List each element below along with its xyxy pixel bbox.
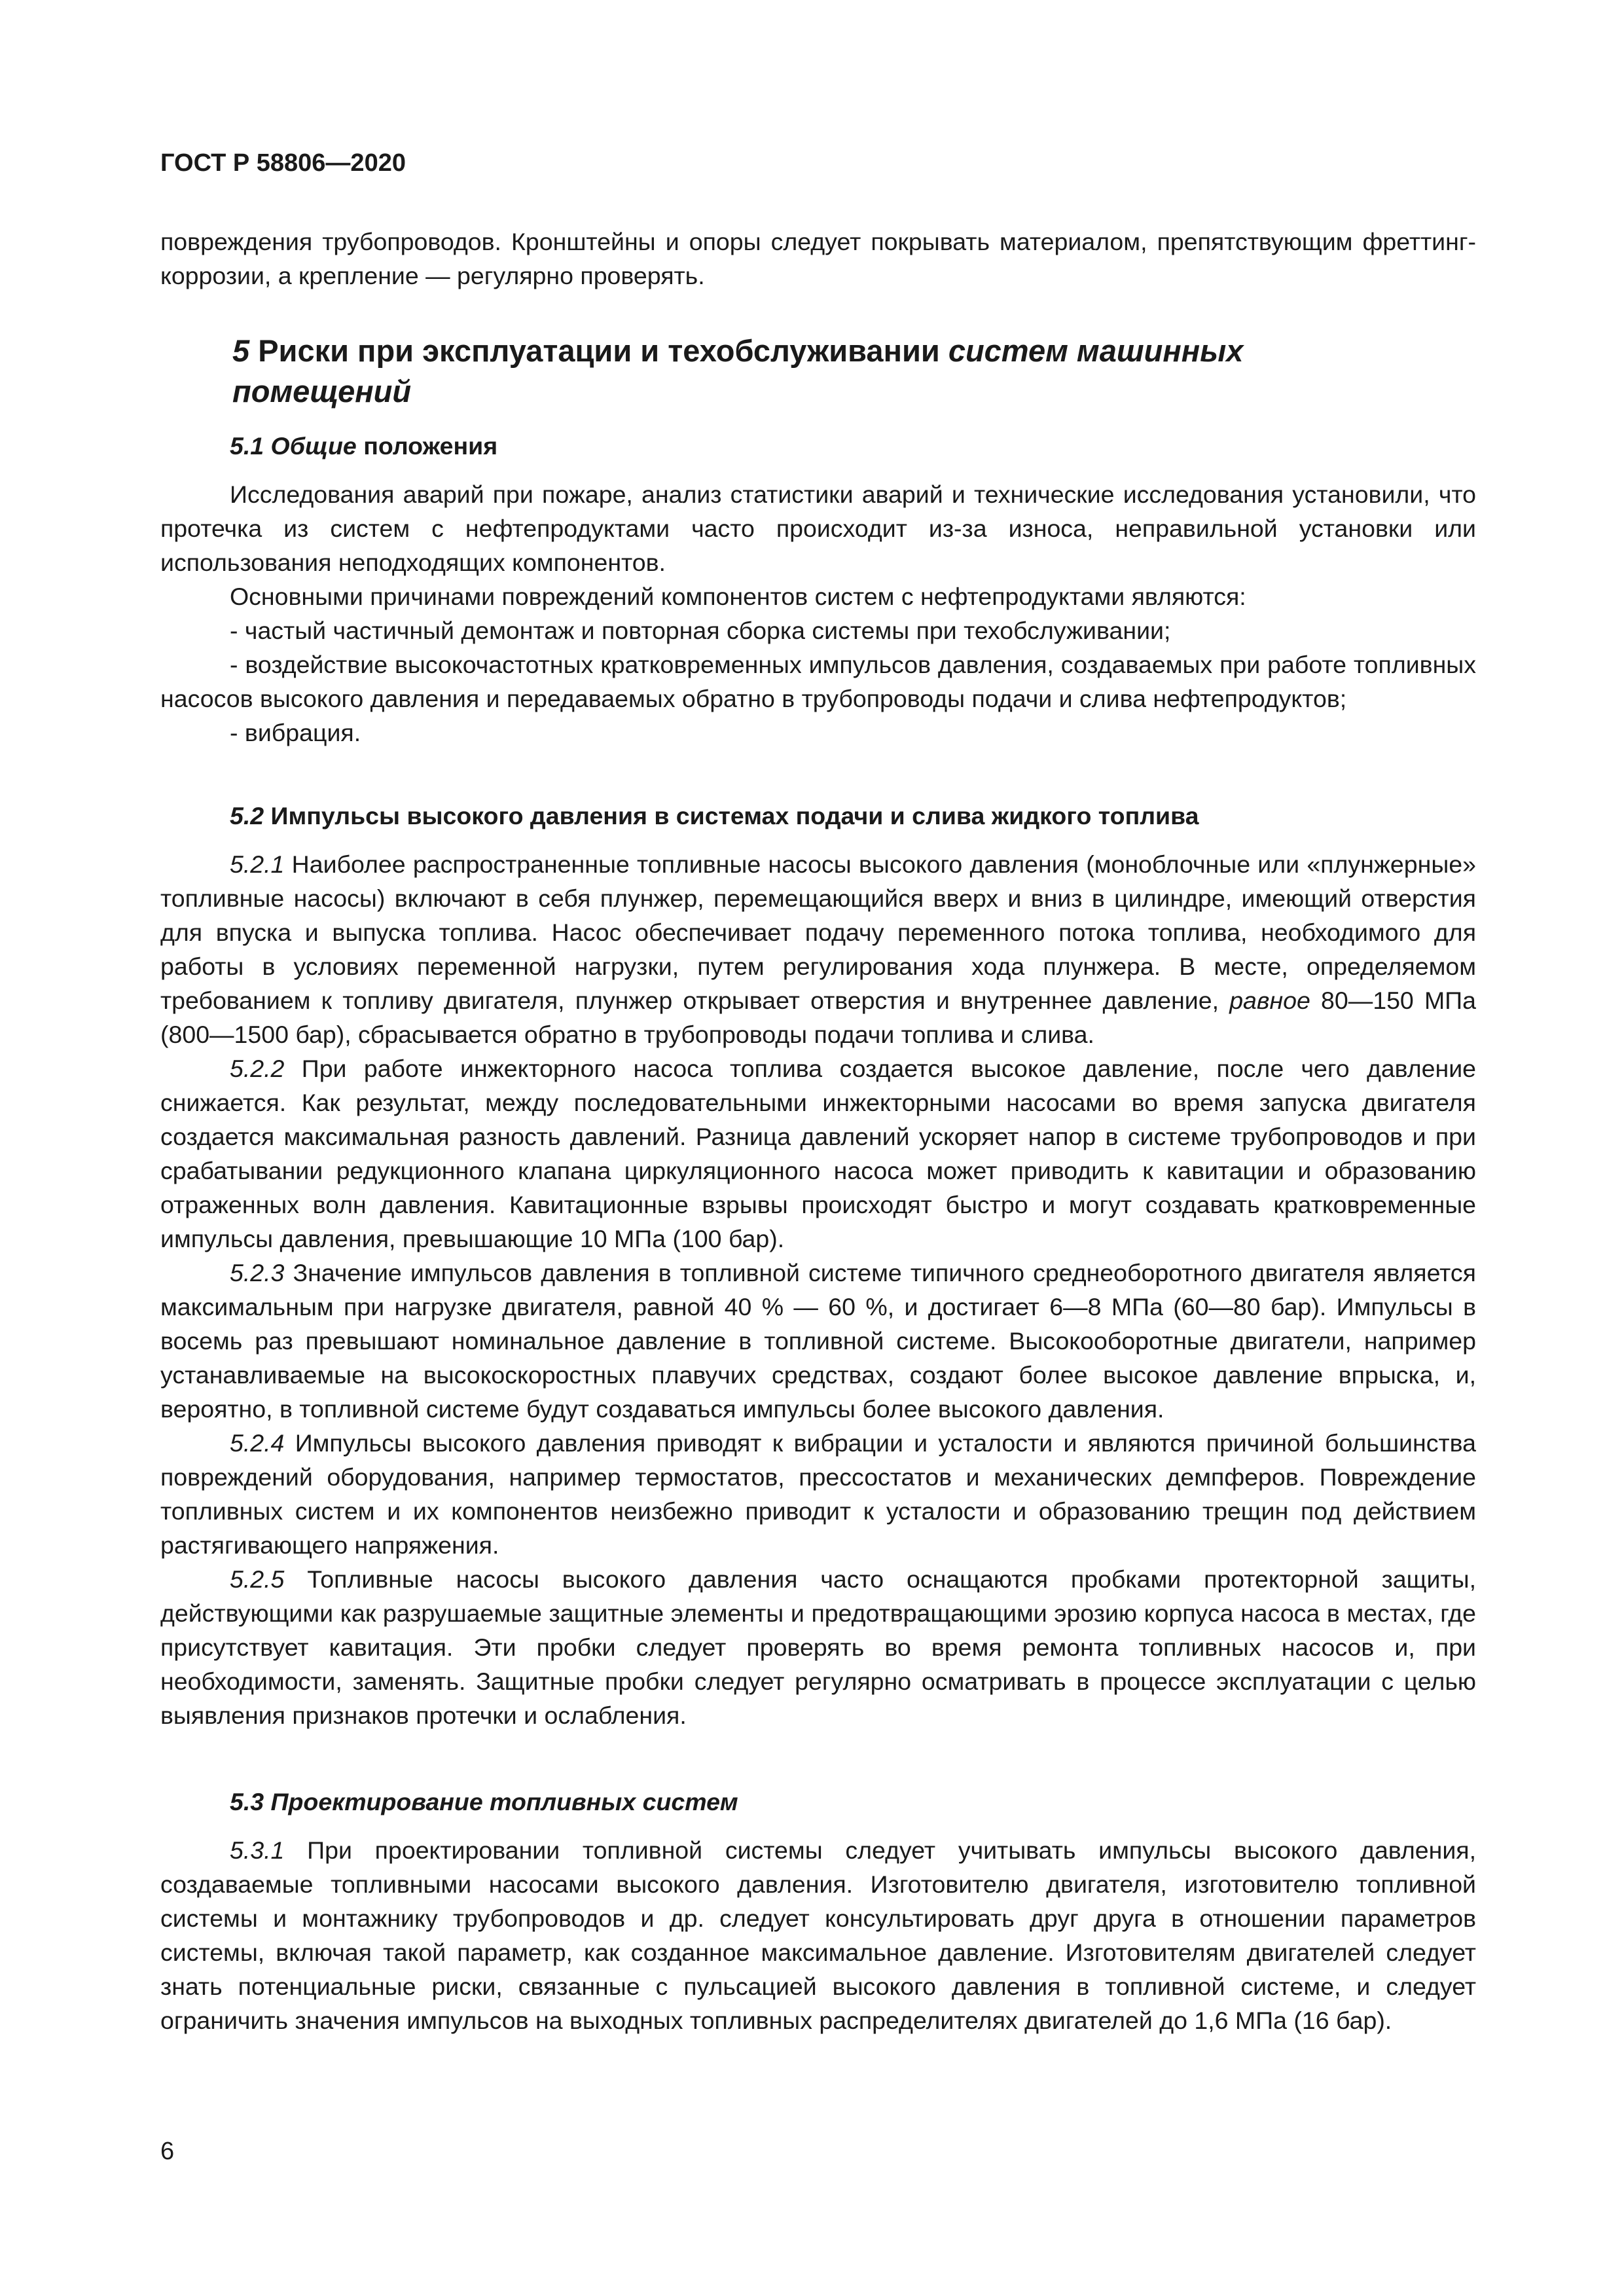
section-5-3	[160, 1785, 1476, 2037]
section-5-2-number: 5.2	[230, 802, 264, 829]
clause-text: При проектировании топливной системы следует учитывать импульсы высокого давления, создаваемые топливными насосами высокого давления. Изготовителю двигателя, изготовителю топливной системы и монтажнику трубопроводов и др. следует консультировать друг друга в отношении параметров системы, включая такой параметр, как созданное максимальное давление. Изготовителям двигателей следует знать потенциальные риски, связанные с пульсацией высокого давления в топливной системе, и следует ограничить значения импульсов на выходных топливных распределителях двигателей до 1,6 МПа (16 бар).	[160, 1836, 1476, 2034]
clause-5-2-4	[160, 1426, 1476, 1562]
list-item: - воздействие высокочастотных кратковременных импульсов давления, создаваемых при работе топливных насосов высокого давления и передаваемых обратно в трубопроводы подачи и слива нефтепродуктов;	[160, 651, 1476, 712]
section-5-1-paragraph-1: Исследования аварий при пожаре, анализ статистики аварий и технические исследования установили, что протечка из систем с нефтепродуктами часто происходит из-за износа, неправильной установки или использования неподходящих компонентов.	[160, 481, 1476, 576]
section-5-3-heading: 5.3 Проектирование топливных систем	[230, 1788, 738, 1815]
section-5-1-number: 5.1	[230, 432, 264, 460]
section-5-1-heading	[160, 429, 1476, 463]
clause-number: 5.2.1	[230, 850, 285, 878]
clause-text: Импульсы высокого давления приводят к вибрации и усталости и являются причиной большинства повреждений оборудования, например термостатов, прессостатов и механических демпферов. Повреждение топливных систем и их компонентов неизбежно приводит к усталости и образованию трещин под действием растягивающего напряжения.	[160, 1429, 1476, 1559]
section-5-title-a: Риски при эксплуатации и техобслуживании	[249, 333, 948, 368]
list-item: - частый частичный демонтаж и повторная сборка системы при техобслуживании;	[230, 617, 1171, 644]
clause-5-2-1	[160, 847, 1476, 1051]
clause-number: 5.2.2	[230, 1055, 285, 1082]
clause-text: 80—150 МПа (800—1500 бар), сбрасывается обратно в трубопроводы подачи топлива и слива.	[160, 987, 1476, 1048]
clause-number: 5.3.1	[230, 1836, 285, 1864]
section-5-number: 5	[232, 333, 250, 368]
section-5-2-heading	[160, 799, 1476, 833]
section-5-1-title-a: Общие	[264, 432, 357, 460]
clause-5-2-5	[160, 1562, 1476, 1732]
clause-number: 5.2.3	[230, 1259, 285, 1286]
clause-5-2-3	[160, 1256, 1476, 1426]
section-5-heading	[232, 331, 1345, 412]
section-5-1	[160, 429, 1476, 750]
section-5-2	[160, 799, 1476, 1732]
clause-text: Значение импульсов давления в топливной системе типичного среднеоборотного двигателя является максимальным при нагрузке двигателя, равной 40 % — 60 %, и достигает 6—8 МПа (60—80 бар). Импульсы в восемь раз превышают номинальное давление в топливной системе. Высокооборотные двигатели, например устанавливаемые на высокоскоростных плавучих средствах, создают более высокое давление впрыска, и, вероятно, в топливной системе будут создаваться импульсы более высокого давления.	[160, 1259, 1476, 1423]
list-item: - вибрация.	[230, 719, 361, 746]
intro-paragraph	[160, 225, 1476, 293]
clause-text: Топливные насосы высокого давления часто оснащаются пробками протекторной защиты, действующими как разрушаемые защитные элементы и предотвращающими эрозию корпуса насоса в местах, где присутствует кавитация. Эти пробки следует проверять во время ремонта топливных насосов и, при необходимости, заменять. Защитные пробки следует регулярно осматривать в процессе эксплуатации с целью выявления признаков протечки и ослабления.	[160, 1565, 1476, 1729]
clause-number: 5.2.4	[230, 1429, 285, 1457]
section-5-title-b: систем машинных помещений	[232, 333, 1244, 409]
intro-text: повреждения трубопроводов. Кронштейны и опоры следует покрывать материалом, препятствующим фреттинг-коррозии, а крепление — регулярно проверять.	[160, 228, 1476, 289]
section-5-2-title: Импульсы высокого давления в системах подачи и слива жидкого топлива	[264, 802, 1199, 829]
clause-5-3-1	[160, 1833, 1476, 2037]
clause-italic-word: равное	[1229, 987, 1310, 1014]
page-number: 6	[160, 2138, 175, 2165]
clause-text: Наиболее распространенные топливные насосы высокого давления (моноблочные или «плунжерные» топливные насосы) включают в себя плунжер, перемещающийся вверх и вниз в цилиндре, имеющий отверстия для впуска и выпуска топлива. Насос обеспечивает подачу переменного потока топлива, необходимого для работы в условиях переменной нагрузки, путем регулирования хода плунжера. В месте, определяемом требованием к топливу двигателя, плунжер открывает отверстия и внутреннее давление,	[160, 850, 1476, 1014]
document-header: ГОСТ Р 58806—2020	[160, 149, 406, 177]
section-5-1-paragraph-2: Основными причинами повреждений компонентов систем с нефтепродуктами являются:	[230, 583, 1246, 610]
clause-number: 5.2.5	[230, 1565, 285, 1593]
clause-5-2-2	[160, 1051, 1476, 1256]
clause-text: При работе инжекторного насоса топлива создается высокое давление, после чего давление снижается. Как результат, между последовательными инжекторными насосами во время запуска двигателя создается максимальная разность давлений. Разница давлений ускоряет напор в системе трубопроводов и при срабатывании редукционного клапана циркуляционного насоса может приводить к кавитации и образованию отраженных волн давления. Кавитационные взрывы происходят быстро и могут создавать кратковременные импульсы давления, превышающие 10 МПа (100 бар).	[160, 1055, 1476, 1252]
section-5-1-title-b: положения	[356, 432, 498, 460]
